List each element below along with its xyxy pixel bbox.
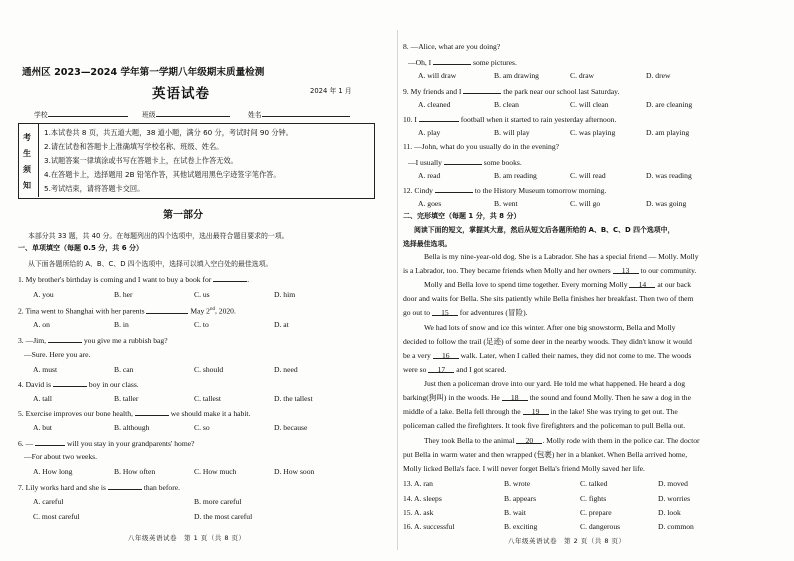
question-stem: some books.: [481, 158, 522, 167]
option[interactable]: A. but: [33, 423, 52, 432]
question-9: [403, 86, 619, 96]
option[interactable]: B. in: [114, 320, 129, 329]
option[interactable]: B. appears: [504, 494, 537, 503]
name-blank[interactable]: [262, 109, 350, 117]
option[interactable]: C. dangerous: [580, 522, 621, 531]
passage-line: [403, 407, 678, 416]
option[interactable]: D. How soon: [274, 467, 315, 476]
answer-blank[interactable]: [135, 408, 169, 416]
option[interactable]: C. so: [194, 423, 210, 432]
passage-text: walk. Later, when I called their names, they did not come to me. The woods: [458, 351, 692, 360]
name-label: 姓名: [248, 111, 262, 119]
cloze-blank-13[interactable]: 13: [613, 266, 639, 274]
option[interactable]: A. on: [33, 320, 50, 329]
question-stem: 6. —: [18, 439, 36, 448]
passage-line: policeman called the firefighters. It took five firefighters and the policeman to pull Bella out.: [403, 421, 686, 430]
notice-label: [18, 123, 39, 197]
passage-line: Bella is my nine-year-old dog. She is a Labrador. She has a special friend — Molly. Molly: [424, 252, 699, 261]
option[interactable]: A. cleaned: [418, 100, 451, 109]
school-blank[interactable]: [48, 109, 128, 117]
passage-line: Just then a policeman drove into our yard. He told me what happened. He heard a dog: [424, 379, 686, 388]
cloze-blank-15[interactable]: 15: [432, 308, 458, 316]
option[interactable]: A. will draw: [418, 71, 457, 80]
question-stem: some pictures.: [471, 58, 517, 67]
option[interactable]: C. will read: [570, 171, 606, 180]
page-footer: 八年级英语试卷 第 1 页（共 8 页）: [128, 534, 246, 542]
option[interactable]: C. How much: [194, 467, 237, 476]
option[interactable]: B. her: [114, 290, 133, 299]
option[interactable]: A. read: [418, 171, 441, 180]
cloze-blank-20[interactable]: 20: [516, 436, 542, 444]
question-stem: 3. —Jim,: [18, 336, 48, 345]
passage-text: at our back: [655, 280, 692, 289]
superscript: nd: [209, 307, 215, 312]
passage-line: We had lots of snow and ice this winter. After one big snowstorm, Bella and Molly: [424, 323, 676, 332]
option[interactable]: C. to: [194, 320, 209, 329]
option[interactable]: B. more careful: [194, 497, 242, 506]
option[interactable]: 15. A. ask: [403, 508, 434, 517]
passage-line: [403, 393, 691, 402]
question-stem: 5. Exercise improves our bone health,: [18, 409, 135, 418]
question-stem: , 2020.: [214, 306, 236, 316]
question-7: [18, 482, 180, 492]
answer-blank[interactable]: [463, 86, 501, 94]
option[interactable]: A. How long: [33, 467, 73, 476]
section1-instr: 从下面各题所给的 A、B、C、D 四个选项中，选择可以填入空白处的最佳选项。: [28, 260, 273, 268]
passage-text: barking(狗叫) in the woods. He: [403, 393, 502, 402]
question-reply: [408, 57, 517, 67]
school-label: 学校: [34, 111, 48, 119]
option[interactable]: C. fights: [580, 494, 607, 503]
answer-blank[interactable]: [35, 438, 65, 446]
question-reply: [408, 157, 522, 167]
question-8: 8. —Alice, what are you doing?: [403, 42, 501, 51]
option[interactable]: C. us: [194, 290, 210, 299]
question-11: 11. —John, what do you usually do in the evening?: [403, 142, 560, 151]
passage-line: [403, 365, 506, 374]
question-3: [18, 335, 168, 345]
option[interactable]: B. taller: [114, 394, 139, 403]
option[interactable]: C. tallest: [194, 394, 221, 403]
answer-blank[interactable]: [48, 335, 82, 343]
question-stem: .: [247, 275, 250, 284]
passage-text: for adventures (冒险).: [457, 308, 528, 317]
option[interactable]: A. must: [33, 365, 58, 374]
page-footer: 八年级英语试卷 第 2 页（共 8 页）: [508, 537, 626, 545]
question-5: [18, 408, 250, 418]
passage-text: be a very: [403, 351, 433, 360]
option[interactable]: 16. A. successful: [403, 522, 455, 531]
notice-label-char: 须: [23, 165, 31, 174]
notice-item: 2.请在试卷和答题卡上准确填写学校名称、班级、姓名。: [44, 142, 224, 151]
subject-title: 英语试卷: [152, 86, 210, 102]
question-stem: to the History Museum tomorrow morning.: [472, 186, 607, 195]
option[interactable]: A. careful: [33, 497, 64, 506]
cloze-instr: 阅读下面的短文，掌握其大意，然后从短文后各题所给的 A、B、C、D 四个选项中，: [414, 226, 675, 234]
option[interactable]: B. am drawing: [494, 71, 539, 80]
exam-title: 通州区 2023—2024 学年第一学期八年级期末质量检测: [22, 67, 265, 78]
answer-blank[interactable]: [433, 57, 471, 65]
option[interactable]: D. at: [274, 320, 289, 329]
option[interactable]: B. although: [114, 423, 150, 432]
passage-text: the sound and found Molly. Then he saw a dog in the: [527, 393, 691, 402]
option[interactable]: D. the tallest: [274, 394, 313, 403]
passage-line: [403, 351, 691, 360]
passage-line: [403, 308, 528, 317]
page-divider: [397, 30, 398, 550]
question-stem: 7. Lily works hard and she is: [18, 483, 108, 492]
option[interactable]: C. most careful: [33, 512, 80, 521]
question-stem: than before.: [141, 483, 181, 492]
passage-line: decided to follow the trail (足迹) of some deer in the nearby woods. They didn't know it would: [403, 337, 692, 346]
notice-label-char: 生: [23, 149, 31, 158]
answer-blank[interactable]: [146, 306, 188, 314]
option[interactable]: C. talked: [580, 479, 608, 488]
passage-text: were so: [403, 365, 429, 374]
passage-line: [424, 436, 700, 445]
option[interactable]: D. worries: [658, 494, 691, 503]
passage-text: is a Labrador, too. They became friends when Molly and her owners: [403, 266, 613, 275]
answer-blank[interactable]: [435, 185, 473, 193]
question-stem: 10. I: [403, 115, 419, 124]
question-12: [403, 185, 606, 195]
option[interactable]: C. will clean: [570, 100, 609, 109]
question-stem: 9. My friends and I: [403, 87, 464, 96]
answer-blank[interactable]: [213, 274, 250, 284]
passage-text: in the lake! She was trying to get out. The: [548, 407, 678, 416]
option[interactable]: D. moved: [658, 479, 688, 488]
class-label: 班级: [142, 111, 156, 119]
cloze-blank-17[interactable]: 17: [428, 365, 454, 373]
question-2: [18, 305, 236, 316]
option[interactable]: 13. A. ran: [403, 479, 433, 488]
cloze-instr: 选择最佳选项。: [403, 240, 452, 248]
passage-text: They took Bella to the animal: [424, 436, 517, 445]
passage-text: to our community.: [638, 266, 697, 275]
answer-blank[interactable]: [419, 114, 459, 122]
passage-text: middle of a lake. Bella fell through the: [403, 407, 523, 416]
option[interactable]: C. should: [194, 365, 224, 374]
option[interactable]: B. can: [114, 365, 134, 374]
option[interactable]: D. common: [658, 522, 694, 531]
option[interactable]: B. am reading: [494, 171, 537, 180]
option[interactable]: D. need: [274, 365, 298, 374]
cloze-blank-19[interactable]: 19: [523, 407, 549, 415]
answer-blank[interactable]: [444, 157, 482, 165]
cloze-blank-18[interactable]: 18: [502, 393, 528, 401]
passage-text: go out to: [403, 308, 432, 317]
option[interactable]: C. will go: [570, 199, 601, 208]
question-10: [403, 114, 616, 124]
option[interactable]: B. will play: [494, 128, 530, 137]
passage-line: door and waits for Bella. She sits patiently while Bella finishes her breakfast. Then two of them: [403, 294, 694, 303]
option[interactable]: A. goes: [418, 199, 442, 208]
question-stem: —I usually: [408, 158, 444, 167]
question-1: [18, 274, 249, 284]
question-stem: the park near our school last Saturday.: [501, 87, 620, 96]
passage-line: [424, 280, 691, 289]
passage-line: Molly licked Bella's face. I will never forget Bella's friend Molly saved her life.: [403, 464, 645, 473]
question-6: [18, 438, 194, 448]
question-stem: football when it started to rain yesterday afternoon.: [458, 115, 617, 124]
section1-title: 一、单项填空（每题 0.5 分，共 6 分）: [18, 244, 144, 252]
question-stem: 2. Tina went to Shanghai with her parents: [18, 306, 147, 316]
passage-text: and I got scared.: [454, 365, 507, 374]
option[interactable]: D. him: [274, 290, 296, 299]
class-blank[interactable]: [156, 109, 230, 117]
option[interactable]: D. because: [274, 423, 308, 432]
option[interactable]: C. draw: [570, 71, 595, 80]
option[interactable]: D. am playing: [646, 128, 690, 137]
question-stem: 12. Cindy: [403, 186, 435, 195]
school-field[interactable]: [34, 109, 128, 119]
question-stem: 1. My brother's birthday is coming and I want to buy a book for: [18, 275, 214, 284]
cloze-blank-16[interactable]: 16: [433, 351, 459, 359]
notice-item: 4.在答题卡上，选择题用 2B 铅笔作答，其他试题用黑色字迹签字笔作答。: [44, 170, 281, 179]
part1-intro: 本部分共 33 题，共 40 分。在每题列出的四个选项中，选出最符合题目要求的一项。: [28, 232, 289, 240]
question-4: [18, 379, 139, 389]
option[interactable]: D. the most careful: [194, 512, 253, 521]
notice-label-char: 考: [23, 133, 31, 142]
option[interactable]: A. tall: [33, 394, 52, 403]
answer-blank[interactable]: [53, 379, 87, 387]
question-stem: May 2: [188, 306, 210, 316]
question-reply: —Sure. Here you are.: [24, 350, 91, 359]
passage-line: put Bella in warm water and then wrapped (包裹) her in a blanket. When Bella arrived home,: [403, 450, 688, 459]
option[interactable]: C. prepare: [580, 508, 612, 517]
cloze-blank-14[interactable]: 14: [629, 280, 655, 288]
question-stem: boy in our class.: [87, 380, 139, 389]
option[interactable]: B. How often: [114, 467, 156, 476]
option[interactable]: B. went: [494, 199, 518, 208]
option[interactable]: 14. A. sleeps: [403, 494, 442, 503]
option[interactable]: D. are cleaning: [646, 100, 693, 109]
option[interactable]: D. drew: [646, 71, 671, 80]
passage-text: . Molly rode with them in the police car. The doctor: [542, 436, 700, 445]
notice-label-char: 知: [23, 181, 31, 190]
answer-blank[interactable]: [108, 482, 142, 490]
exam-date: 2024 年 1 月: [310, 87, 352, 95]
question-stem: will you stay in your grandparents' home?: [65, 439, 195, 448]
option[interactable]: B. wrote: [504, 479, 531, 488]
question-reply: —For about two weeks.: [24, 452, 97, 461]
option[interactable]: D. was reading: [646, 171, 692, 180]
passage-text: Molly and Bella love to spend time together. Every morning Molly: [424, 280, 630, 289]
passage-line: [403, 266, 696, 275]
notice-item: 1.本试卷共 8 页，共五道大题，38 道小题，满分 60 分，考试时间 90 分钟。: [44, 128, 293, 137]
part1-title: 第一部分: [163, 210, 203, 221]
notice-item: 3.试题答案一律填涂或书写在答题卡上，在试卷上作答无效。: [44, 156, 238, 165]
question-stem: 4. David is: [18, 380, 54, 389]
option[interactable]: A. you: [33, 290, 54, 299]
cloze-title: 二、完形填空（每题 1 分，共 8 分）: [403, 212, 521, 220]
option[interactable]: D. was going: [646, 199, 687, 208]
option[interactable]: B. clean: [494, 100, 519, 109]
question-stem: we should make it a habit.: [168, 409, 251, 418]
option[interactable]: B. exciting: [504, 522, 538, 531]
option[interactable]: A. play: [418, 128, 441, 137]
option[interactable]: B. wait: [504, 508, 526, 517]
class-field[interactable]: [142, 109, 230, 119]
name-field[interactable]: [248, 109, 350, 119]
question-stem: —Oh, I: [408, 58, 434, 67]
option[interactable]: C. was playing: [570, 128, 616, 137]
question-stem: you give me a rubbish bag?: [81, 336, 168, 345]
notice-list: [44, 126, 293, 196]
notice-item: 5.考试结束，请将答题卡交回。: [44, 184, 145, 193]
option[interactable]: D. look: [658, 508, 681, 517]
